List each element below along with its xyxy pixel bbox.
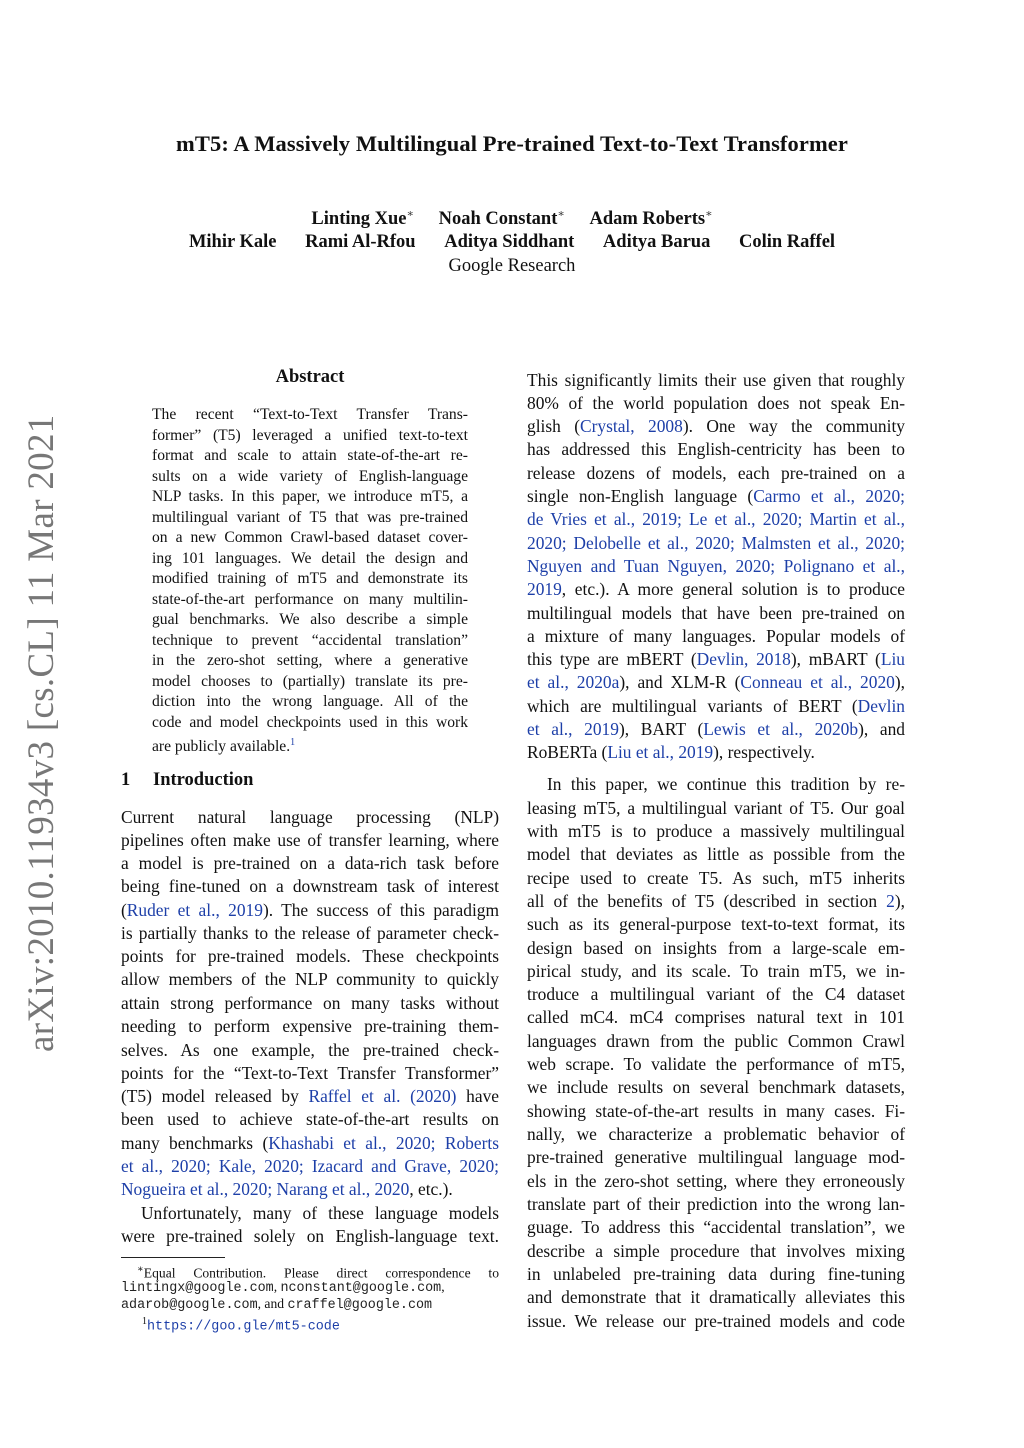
text-line: a mixture of many languages. Popular models of [527,626,905,646]
text-line: is partially thanks to the release of parameter check- [121,923,499,943]
text-line: els in the zero-shot setting, where they erroneously [527,1171,905,1191]
abstract-line: model chooses to (partially) translate its pre- [152,673,468,690]
arxiv-stamp: arXiv:2010.11934v3 [cs.CL] 11 Mar 2021 [21,414,62,1052]
text-line: needing to perform expensive pre-training them- [121,1016,499,1036]
text-line: which are multilingual variants of BERT (Devlin [527,696,905,716]
abstract-line: former” (T5) leveraged a unified text-to-text [152,427,468,444]
text-line: such as its general-purpose text-to-text format, its [527,914,905,934]
text-line: been used to achieve state-of-the-art results on [121,1109,499,1129]
text-line: with mT5 is to produce a massively multilingual [527,821,905,841]
author-name: Aditya Barua [602,232,711,252]
text-line: points for pre-trained models. These checkpoints [121,946,499,966]
abstract-heading: Abstract [275,367,345,387]
citation-link[interactable]: Ruder et al., 2019 [126,900,263,920]
text-line: (T5) model released by Raffel et al. (2020) have [121,1086,499,1106]
authors-row-1 [0,207,1024,230]
citation-link[interactable]: Crystal, 2008 [580,416,683,436]
text-line [527,508,905,531]
text-line: issue. We release our pre-trained models and code [527,1311,905,1331]
text-line: Current natural language processing (NLP) [121,807,499,827]
text-line: et al., 2020a), and XLM-R (Conneau et al., 2020), [527,672,905,692]
author-name: Adam Roberts∗ [589,208,713,230]
text-line: multilingual models that have been pre-trained on [527,603,905,623]
text-line: Unfortunately, many of these language models [141,1203,499,1223]
citation-link[interactable]: Conneau et al., 2020 [740,672,895,692]
abstract-line: multilingual variant of T5 that was pre-trained [152,509,468,526]
footnote-emails: adarob@google.com, and craffel@google.com [121,1296,433,1313]
author-name: Mihir Kale [188,232,277,252]
text-line: being fine-tuned on a downstream task of interest [121,876,499,896]
abstract-line: in the zero-shot setting, where a generative [152,652,468,669]
abstract-line: The recent “Text-to-Text Transfer Trans- [152,406,468,423]
text-line: called mC4. mC4 comprises natural text in 101 [527,1007,905,1027]
abstract-line: code and model checkpoints used in this work [152,714,468,731]
text-line: we include results on several benchmark datasets, [527,1077,905,1097]
text-line: troduce a multilingual variant of the C4 dataset [527,984,905,1004]
text-line: This significantly limits their use given that roughly [527,370,905,390]
abstract-line: ing 101 languages. We detail the design and [152,550,468,567]
abstract-line: format and scale to attain state-of-the-art re- [152,447,468,464]
abstract-line: are publicly available.$^1$ [152,737,296,756]
citation-link[interactable]: Lewis et al., 2020b [703,719,859,739]
footnote-emails: lintingx@google.com, nconstant@google.com, [121,1279,445,1296]
text-line: has addressed this English-centricity has been to [527,439,905,459]
citation-link[interactable]: Liu et al., 2019 [607,742,714,762]
text-line: were pre-trained solely on English-language text. [121,1226,499,1246]
author-name: Linting Xue∗ [311,208,414,230]
footnote-url: $^1$https://goo.gle/mt5-code [142,1316,340,1335]
abstract-line: modified training of mT5 and demonstrate its [152,570,468,587]
text-line: describe a simple procedure that involves mixing [527,1241,905,1261]
text-line: pipelines often make use of transfer learning, where [121,830,499,850]
text-line: nally, we characterize a problematic behavior of [527,1124,905,1144]
code-link[interactable]: https://goo.gle/mt5-code [147,1319,340,1335]
email-link[interactable]: nconstant@google.com [280,1281,442,1296]
citation-link[interactable]: et al., 2019 [527,719,619,739]
section-heading: 1 Introduction [121,770,254,790]
citation-link[interactable]: Khashabi et al., 2020; Roberts [268,1133,499,1153]
text-line: leasing mT5, a multilingual variant of T5. Our goal [527,798,905,818]
text-line: attain strong performance on many tasks without [121,993,499,1013]
citation-link[interactable]: Devlin [857,696,905,716]
text-line: a model is pre-trained on a data-rich task before [121,853,499,873]
author-name: Noah Constant∗ [438,208,565,230]
text-line: 2019, etc.). A more general solution is to produce [527,579,905,599]
citation-link[interactable]: Nguyen and Tuan Nguyen, 2020; Polignano et al., [527,556,905,576]
text-line: release dozens of models, each pre-trained on a [527,463,905,483]
text-line: showing state-of-the-art results in many cases. Fi- [527,1101,905,1121]
text-line: web scrape. To validate the performance of mT5, [527,1054,905,1074]
text-line: Nogueira et al., 2020; Narang et al., 2020, etc.). [121,1179,453,1199]
abstract-line: gual benchmarks. We also describe a simple [152,611,468,628]
text-line: translate part of their prediction into the wrong lan- [527,1194,905,1214]
text-line [527,555,905,578]
text-line: model that deviates as little as possible from the [527,844,905,864]
citation-link[interactable]: Raffel et al. (2020) [308,1086,457,1106]
section-link[interactable]: 2 [886,891,895,911]
text-line: glish (Crystal, 2008). One way the community [527,416,905,436]
text-line: In this paper, we continue this tradition by re- [547,774,905,794]
text-line: pre-trained generative multilingual language mod- [527,1147,905,1167]
text-line: allow members of the NLP community to quickly [121,969,499,989]
email-link[interactable]: adarob@google.com [121,1298,258,1313]
footnote-equal-contribution: ∗Equal Contribution. Please direct correspondence to [137,1264,499,1281]
citation-link[interactable]: 2019 [527,579,562,599]
text-line: guage. To address this “accidental translation”, we [527,1217,905,1237]
abstract-line: diction into the wrong language. All of the [152,693,468,710]
text-line: et al., 2019), BART (Lewis et al., 2020b), and [527,719,905,739]
abstract-line: on a new Common Crawl-based dataset cover- [152,529,468,546]
citation-link[interactable]: et al., 2020; Kale, 2020; Izacard and Grave, 2020; [121,1156,499,1176]
text-line: and demonstrate that it dramatically alleviates this [527,1287,905,1307]
text-line: selves. As one example, the pre-trained check- [121,1040,499,1060]
text-line: recipe used to create T5. As such, mT5 inherits [527,868,905,888]
email-link[interactable]: craffel@google.com [287,1298,433,1313]
text-line: points for the “Text-to-Text Transfer Transformer” [121,1063,499,1083]
text-line: pirical study, and its scale. To train mT5, we in- [527,961,905,981]
abstract-line: state-of-the-art performance on many multilin- [152,591,468,608]
footnote-rule [121,1257,225,1258]
abstract-line: NLP tasks. In this paper, we introduce mT5, a [152,488,468,505]
citation-link[interactable]: Devlin, 2018 [696,649,791,669]
text-line: (Ruder et al., 2019). The success of this paradigm [121,900,499,920]
text-line: all of the benefits of T5 (described in section 2), [527,891,905,911]
citation-link[interactable]: Liu [880,649,905,669]
text-line [527,532,905,555]
citation-link[interactable]: Nogueira et al., 2020; Narang et al., 2020 [121,1179,410,1199]
footnote-ref[interactable]: 1 [290,737,296,748]
author-name: Rami Al-Rfou [305,232,416,252]
text-line [121,1155,499,1178]
authors-row-2 [0,232,1024,253]
citation-link[interactable]: 2020; Delobelle et al., 2020; Malmsten et al., 2020; [527,533,905,553]
email-link[interactable]: lintingx@google.com [121,1281,274,1296]
affiliation: Google Research [448,256,576,276]
citation-link[interactable]: de Vries et al., 2019; Le et al., 2020; Martin et al., [527,509,905,529]
text-line: many benchmarks (Khashabi et al., 2020; Roberts [121,1133,499,1153]
abstract-line: technique to prevent “accidental translation” [152,632,468,649]
text-line: design based on insights from a large-scale em- [527,938,905,958]
abstract-line: sults on a wide variety of English-language [152,468,468,485]
text-line: this type are mBERT (Devlin, 2018), mBART (Liu [527,649,905,669]
citation-link[interactable]: Carmo et al., 2020; [753,486,905,506]
citation-link[interactable]: et al., 2020a [527,672,620,692]
author-name: Colin Raffel [738,232,836,252]
text-line: languages drawn from the public Common Crawl [527,1031,905,1051]
text-line: in unlabeled pre-training data during fine-tuning [527,1264,905,1284]
text-line: single non-English language (Carmo et al., 2020; [527,486,905,506]
author-name: Aditya Siddhant [444,232,575,252]
text-line: 80% of the world population does not speak En- [527,393,905,413]
text-line: RoBERTa (Liu et al., 2019), respectively. [527,742,815,762]
paper-title: mT5: A Massively Multilingual Pre-trained Text-to-Text Transformer [176,131,848,156]
